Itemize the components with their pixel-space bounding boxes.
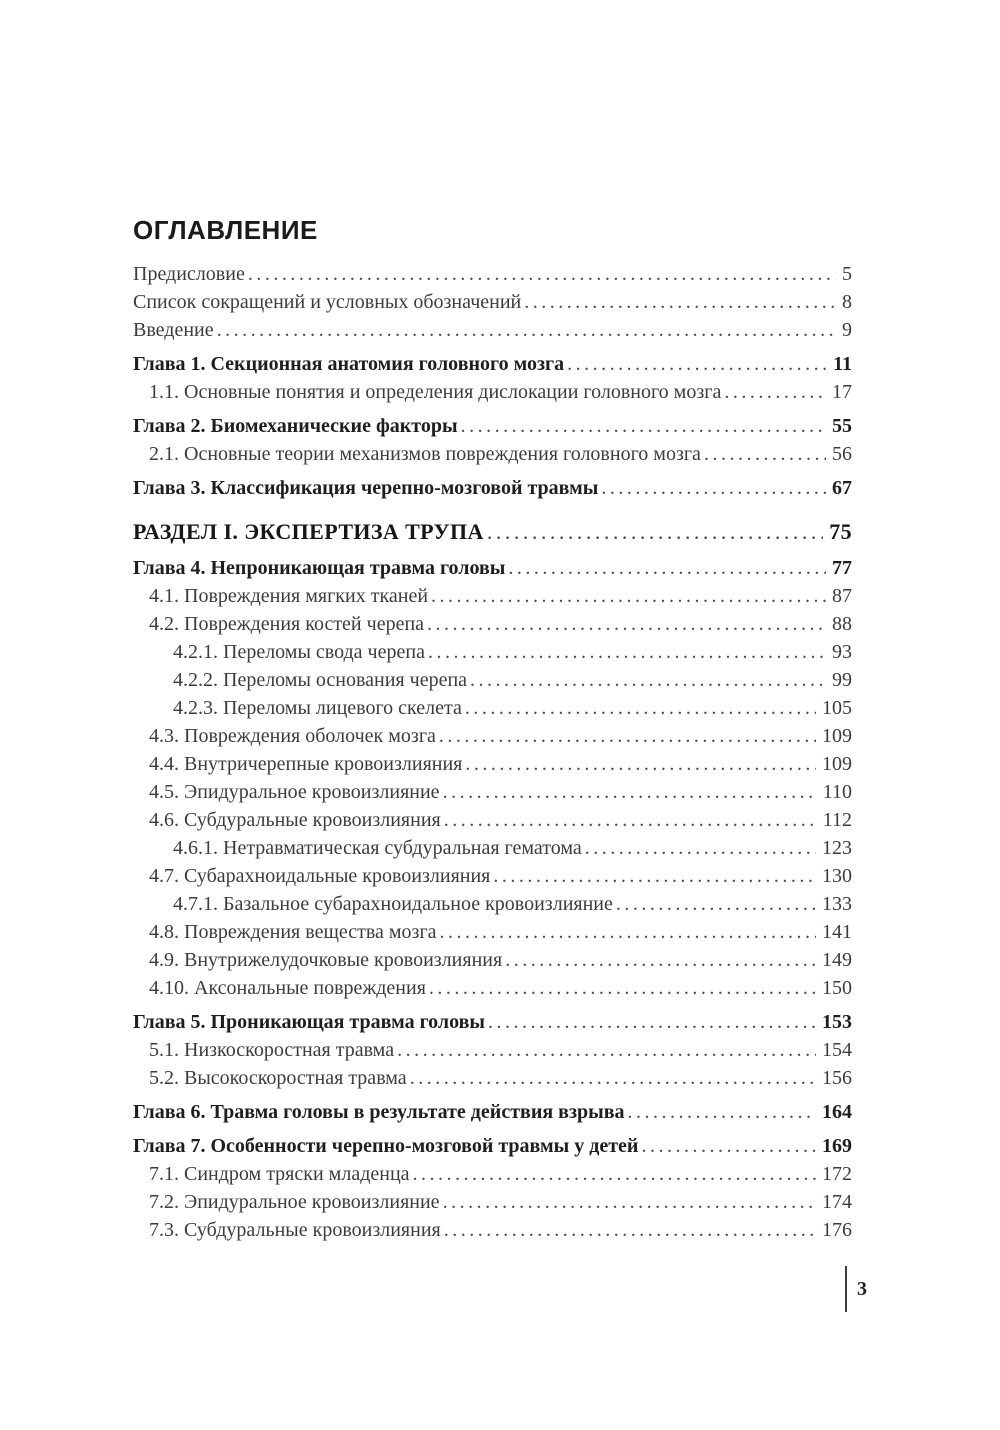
toc-entry	[133, 1008, 852, 1036]
toc-entry-label: Введение	[133, 319, 214, 341]
toc-entry	[133, 516, 852, 548]
toc-entry-page: 109	[822, 725, 852, 747]
toc-entry	[133, 412, 852, 440]
toc-entry-page: 55	[832, 415, 852, 437]
toc-entry	[133, 834, 852, 862]
dot-leader	[704, 440, 826, 468]
toc-entry-page: 133	[822, 893, 852, 915]
toc-entry	[133, 378, 852, 406]
toc-entry-label: 4.3. Повреждения оболочек мозга	[149, 725, 436, 747]
toc-entry-label: 4.4. Внутричерепные кровоизлияния	[149, 753, 463, 775]
toc-entry-page: 93	[832, 641, 852, 663]
dot-leader	[508, 554, 826, 582]
toc-entry-page: 172	[822, 1163, 852, 1185]
toc-entry-label: Глава 1. Секционная анатомия головного мозга	[133, 353, 565, 375]
toc-entry	[133, 1160, 852, 1188]
toc-entry-page: 17	[832, 381, 852, 403]
toc-entry	[133, 316, 852, 344]
toc-entry-label: 4.2.3. Переломы лицевого скелета	[173, 697, 462, 719]
dot-leader	[493, 862, 816, 890]
toc-entry-page: 110	[822, 781, 852, 803]
toc-entry-label: 7.2. Эпидуральное кровоизлияние	[149, 1191, 440, 1213]
dot-leader	[487, 516, 823, 548]
dot-leader	[443, 1188, 816, 1216]
toc-entry-page: 88	[832, 613, 852, 635]
dot-leader	[505, 946, 816, 974]
toc-entry-label: 7.1. Синдром тряски младенца	[149, 1163, 410, 1185]
toc-entry-label: 4.6. Субдуральные кровоизлияния	[149, 809, 441, 831]
toc-entry-label: 4.2.1. Переломы свода черепа	[173, 641, 425, 663]
toc-entry	[133, 918, 852, 946]
dot-leader	[470, 666, 826, 694]
toc-entry-label: 4.10. Аксональные повреждения	[149, 977, 426, 999]
toc-entry	[133, 694, 852, 722]
toc-entry	[133, 350, 852, 378]
toc-entry	[133, 1064, 852, 1092]
dot-leader	[427, 610, 826, 638]
dot-leader	[524, 288, 836, 316]
toc-entry	[133, 1188, 852, 1216]
toc-entry-page: 149	[822, 949, 852, 971]
toc-entry-page: 8	[842, 291, 852, 313]
toc-entry-page: 164	[822, 1101, 852, 1123]
toc-entry-page: 9	[842, 319, 852, 341]
toc-entry	[133, 610, 852, 638]
toc-entry-page: 176	[822, 1219, 852, 1241]
dot-leader	[444, 806, 817, 834]
toc-entry	[133, 778, 852, 806]
toc-entry-label: 4.2.2. Переломы основания черепа	[173, 669, 468, 691]
toc-entry-page: 153	[822, 1011, 852, 1033]
toc-entry	[133, 946, 852, 974]
toc-entry	[133, 582, 852, 610]
toc-entry-label: 4.2. Повреждения костей черепа	[149, 613, 425, 635]
toc-entry	[133, 862, 852, 890]
toc-entry	[133, 474, 852, 502]
toc-entry-page: 11	[833, 353, 852, 375]
toc-entry-page: 99	[832, 669, 852, 691]
toc-entry	[133, 806, 852, 834]
toc-entry-page: 130	[822, 865, 852, 887]
page-title: ОГЛАВЛЕНИЕ	[133, 215, 318, 245]
toc-entry-label: Глава 3. Классификация черепно-мозговой травмы	[133, 477, 599, 499]
toc-entry-label: 4.5. Эпидуральное кровоизлияние	[149, 781, 440, 803]
toc-entry-label: Глава 2. Биомеханические факторы	[133, 415, 458, 437]
toc-entry-page: 156	[822, 1067, 852, 1089]
toc-entry	[133, 554, 852, 582]
toc-entry-page: 150	[822, 977, 852, 999]
toc-entry-page: 87	[832, 585, 852, 607]
toc-entry	[133, 974, 852, 1002]
dot-leader	[413, 1160, 816, 1188]
toc-entry-label: 4.9. Внутрижелудочковые кровоизлияния	[149, 949, 503, 971]
footer-rule	[845, 1266, 847, 1312]
dot-leader	[248, 260, 836, 288]
toc-entry	[133, 1036, 852, 1064]
toc-entry-page: 141	[822, 921, 852, 943]
dot-leader	[567, 350, 827, 378]
toc-entry-label: Предисловие	[133, 263, 245, 285]
dot-leader	[465, 750, 816, 778]
dot-leader	[585, 834, 816, 862]
toc-entry-page: 105	[822, 697, 852, 719]
dot-leader	[410, 1064, 816, 1092]
toc-entry-label: 4.7.1. Базальное субарахноидальное кровоизлияние	[173, 893, 613, 915]
toc-entry	[133, 750, 852, 778]
toc-entry-page: 75	[829, 519, 852, 544]
dot-leader	[444, 1216, 816, 1244]
toc-entry-label: РАЗДЕЛ I. ЭКСПЕРТИЗА ТРУПА	[133, 519, 484, 544]
toc-entry	[133, 666, 852, 694]
toc-entry-label: 4.8. Повреждения вещества мозга	[149, 921, 437, 943]
toc-entry	[133, 1132, 852, 1160]
toc-list	[133, 260, 852, 1244]
toc-entry-label: 5.2. Высокоскоростная травма	[149, 1067, 407, 1089]
toc-entry-page: 174	[822, 1191, 852, 1213]
dot-leader	[724, 378, 826, 406]
toc-entry-page: 5	[842, 263, 852, 285]
dot-leader	[429, 974, 816, 1002]
toc-entry-label: Глава 7. Особенности черепно-мозговой травмы у детей	[133, 1135, 639, 1157]
toc-entry	[133, 722, 852, 750]
dot-leader	[628, 1098, 816, 1126]
toc-entry-label: 7.3. Субдуральные кровоизлияния	[149, 1219, 441, 1241]
toc-entry-page: 56	[832, 443, 852, 465]
toc-entry-page: 154	[822, 1039, 852, 1061]
dot-leader	[465, 694, 816, 722]
toc-entry-label: Список сокращений и условных обозначений	[133, 291, 522, 313]
footer-page-number: 3	[857, 1277, 867, 1300]
toc-entry-label: 1.1. Основные понятия и определения дислокации головного мозга	[149, 381, 722, 403]
dot-leader	[616, 890, 816, 918]
page-footer	[845, 1266, 867, 1312]
toc-entry-page: 123	[822, 837, 852, 859]
dot-leader	[428, 638, 826, 666]
dot-leader	[601, 474, 826, 502]
dot-leader	[217, 316, 836, 344]
toc-entry-label: 5.1. Низкоскоростная травма	[149, 1039, 395, 1061]
dot-leader	[439, 722, 816, 750]
toc-entry-label: 2.1. Основные теории механизмов повреждения головного мозга	[149, 443, 701, 465]
toc-entry	[133, 440, 852, 468]
toc-entry-label: 4.6.1. Нетравматическая субдуральная гематома	[173, 837, 582, 859]
dot-leader	[488, 1008, 816, 1036]
toc-entry-page: 169	[822, 1135, 852, 1157]
dot-leader	[641, 1132, 816, 1160]
toc-entry-label: 4.1. Повреждения мягких тканей	[149, 585, 429, 607]
dot-leader	[431, 582, 826, 610]
dot-leader	[440, 918, 816, 946]
toc-entry	[133, 288, 852, 316]
dot-leader	[443, 778, 817, 806]
dot-leader	[397, 1036, 816, 1064]
toc-entry	[133, 1216, 852, 1244]
toc-entry-label: Глава 5. Проникающая травма головы	[133, 1011, 486, 1033]
toc-entry-page: 77	[832, 557, 852, 579]
toc-entry	[133, 260, 852, 288]
toc-entry-label: 4.7. Субарахноидальные кровоизлияния	[149, 865, 491, 887]
toc-entry-page: 67	[832, 477, 852, 499]
toc-entry	[133, 890, 852, 918]
toc-entry-label: Глава 4. Непроникающая травма головы	[133, 557, 506, 579]
toc-entry-label: Глава 6. Травма головы в результате действия взрыва	[133, 1101, 625, 1123]
toc-entry-page: 109	[822, 753, 852, 775]
dot-leader	[461, 412, 826, 440]
toc-content	[133, 215, 852, 1244]
toc-entry	[133, 1098, 852, 1126]
toc-entry	[133, 638, 852, 666]
toc-entry-page: 112	[822, 809, 852, 831]
